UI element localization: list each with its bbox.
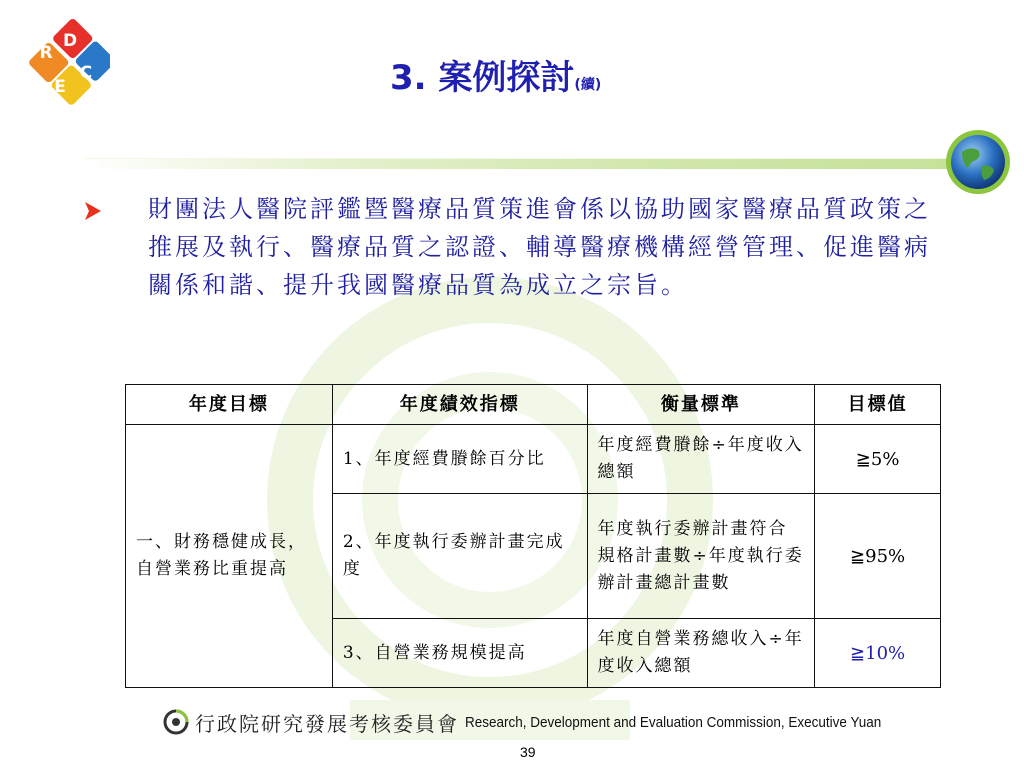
kpi-table: [125, 384, 941, 688]
commission-logo-icon: [163, 709, 189, 735]
rdec-logo: [10, 14, 110, 114]
table-header-row: [126, 385, 941, 425]
slide-title-suffix: (續): [574, 77, 602, 93]
target-value-cell: ≧95%: [815, 494, 941, 619]
slide-title: [390, 50, 601, 100]
logo-letter-d: D: [62, 31, 78, 51]
header-standard: 衡量標準: [587, 385, 815, 425]
indicator-cell: 3、自營業務規模提高: [332, 619, 587, 688]
indicator-cell: 1、年度經費賸餘百分比: [332, 425, 587, 494]
footer: [163, 708, 927, 736]
goal-cell: 一、財務穩健成長，自營業務比重提高: [126, 425, 333, 688]
bullet-arrow-icon: [82, 200, 104, 222]
page-number: 39: [520, 744, 536, 760]
table-row: [126, 425, 941, 494]
standard-cell: 年度自營業務總收入÷年度收入總額: [587, 619, 815, 688]
target-value-cell: ≧10%: [815, 619, 941, 688]
target-value-cell: ≧5%: [815, 425, 941, 494]
footer-org-english: Research, Development and Evaluation Commission, Executive Yuan: [465, 713, 882, 731]
header-annual-goal: 年度目標: [126, 385, 333, 425]
logo-letter-e: E: [54, 77, 66, 97]
footer-org-chinese: 行政院研究發展考核委員會: [195, 711, 459, 736]
mission-statement: 財團法人醫院評鑑暨醫療品質策進會係以協助國家醫療品質政策之推展及執行、醫療品質之認證、輔導醫療機構經營管理、促進醫病關係和諧、提升我國醫療品質為成立之宗旨。: [148, 195, 931, 299]
globe-icon: [944, 128, 1012, 196]
logo-letter-r: R: [39, 43, 53, 63]
standard-cell: 年度執行委辦計畫符合規格計畫數÷年度執行委辦計畫總計畫數: [587, 494, 815, 619]
title-divider: [84, 158, 952, 169]
header-target-value: 目標值: [815, 385, 941, 425]
header-indicator: 年度績效指標: [332, 385, 587, 425]
indicator-cell: 2、年度執行委辦計畫完成度: [332, 494, 587, 619]
standard-cell: 年度經費賸餘÷年度收入總額: [587, 425, 815, 494]
slide-title-main: 3. 案例探討: [390, 58, 575, 98]
logo-letter-c: C: [79, 63, 93, 83]
